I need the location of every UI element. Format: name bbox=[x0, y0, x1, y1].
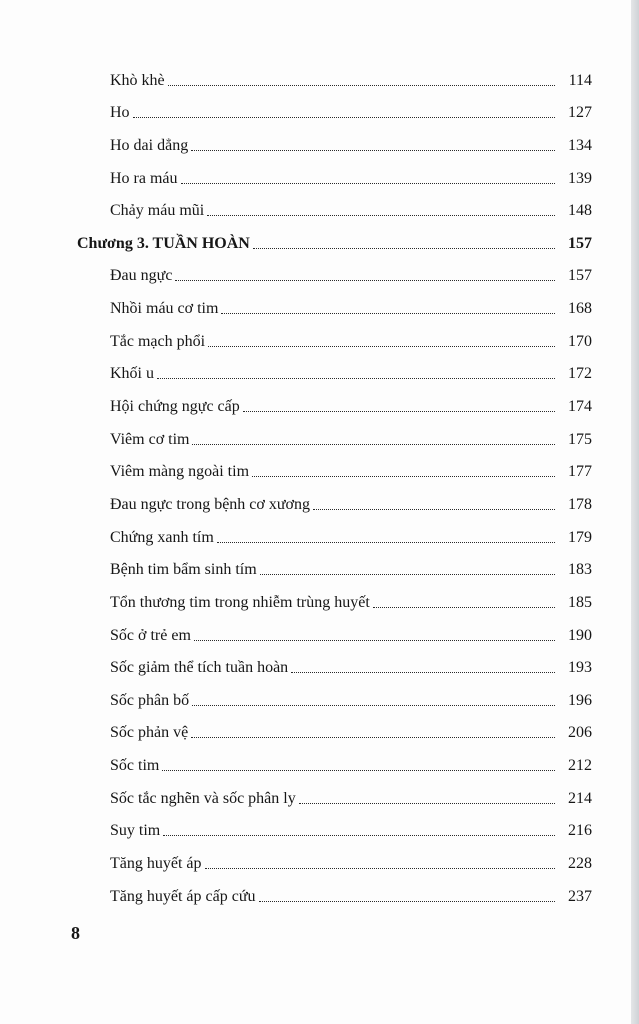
toc-entry-page: 148 bbox=[568, 202, 592, 220]
toc-entry bbox=[0, 743, 631, 776]
toc-entry-page: 212 bbox=[568, 757, 592, 775]
toc-entry bbox=[0, 580, 631, 613]
toc-entry-title: Viêm màng ngoài tim bbox=[110, 463, 250, 481]
toc-entry-page: 190 bbox=[568, 626, 592, 644]
toc-entry bbox=[0, 450, 631, 483]
dot-leader bbox=[291, 672, 555, 673]
toc-entry-title: Sốc tim bbox=[110, 757, 160, 775]
toc-entry-page: 134 bbox=[568, 136, 592, 154]
toc-entry-page: 237 bbox=[568, 887, 592, 905]
toc-entry-page: 174 bbox=[568, 398, 592, 416]
dot-leader bbox=[157, 378, 555, 379]
toc-entry-title: Chứng xanh tím bbox=[110, 528, 214, 546]
toc-entry-page: 214 bbox=[568, 789, 592, 807]
toc-entry bbox=[0, 417, 631, 450]
dot-leader bbox=[192, 444, 555, 445]
toc-entry-page: 228 bbox=[568, 855, 592, 873]
toc-entry-title: Tăng huyết áp bbox=[110, 855, 202, 873]
dot-leader bbox=[175, 280, 555, 281]
page-edge bbox=[631, 0, 639, 1024]
dot-leader bbox=[207, 215, 555, 216]
toc-entry bbox=[0, 646, 631, 679]
toc-entry bbox=[0, 776, 631, 809]
dot-leader bbox=[191, 737, 555, 738]
dot-leader bbox=[205, 868, 555, 869]
toc-entry-title: Nhồi máu cơ tim bbox=[110, 300, 219, 318]
dot-leader bbox=[163, 835, 555, 836]
toc-entry-page: 127 bbox=[568, 104, 592, 122]
toc-entry bbox=[0, 254, 631, 287]
toc-entry bbox=[0, 548, 631, 581]
toc-entry-page: 193 bbox=[568, 659, 592, 677]
toc-entry-page: 175 bbox=[568, 430, 592, 448]
dot-leader bbox=[181, 183, 555, 184]
toc-entry-title: Sốc giảm thể tích tuần hoàn bbox=[110, 659, 289, 677]
dot-leader bbox=[194, 640, 555, 641]
dot-leader bbox=[168, 85, 555, 86]
toc-entry bbox=[0, 809, 631, 842]
dot-leader bbox=[252, 476, 555, 477]
dot-leader bbox=[217, 542, 555, 543]
toc-entry-title: Đau ngực bbox=[110, 267, 173, 285]
toc-entry-page: 177 bbox=[568, 463, 592, 481]
dot-leader bbox=[313, 509, 555, 510]
toc-entry bbox=[0, 319, 631, 352]
toc-entry-title: Sốc phân bố bbox=[110, 691, 190, 709]
toc-entry-title: Viêm cơ tim bbox=[110, 430, 190, 448]
dot-leader bbox=[133, 117, 555, 118]
toc-entry bbox=[0, 711, 631, 744]
toc-entry-page: 139 bbox=[568, 169, 592, 187]
toc-entry-title: Sốc ở trẻ em bbox=[110, 626, 191, 644]
toc-entry bbox=[0, 189, 631, 222]
dot-leader bbox=[192, 705, 555, 706]
toc-entry-title: Bệnh tim bẩm sinh tím bbox=[110, 561, 257, 579]
toc-entry bbox=[0, 841, 631, 874]
toc-entry-page: 168 bbox=[568, 300, 592, 318]
toc-entry bbox=[0, 384, 631, 417]
dot-leader bbox=[191, 150, 555, 151]
page-number: 8 bbox=[71, 923, 80, 943]
toc-entry-page: 157 bbox=[568, 234, 592, 252]
toc-entry-page: 206 bbox=[568, 724, 592, 742]
toc-entry-title: Ho dai dẳng bbox=[110, 136, 189, 154]
toc-entry-page: 183 bbox=[568, 561, 592, 579]
dot-leader bbox=[259, 901, 556, 902]
dot-leader bbox=[243, 411, 555, 412]
toc-entry-title: Chảy máu mũi bbox=[110, 202, 205, 220]
toc-entry bbox=[0, 515, 631, 548]
dot-leader bbox=[221, 313, 555, 314]
dot-leader bbox=[253, 248, 555, 249]
toc-entry-page: 170 bbox=[568, 332, 592, 350]
toc-entry-page: 178 bbox=[568, 495, 592, 513]
dot-leader bbox=[299, 803, 555, 804]
toc-entry-title: Đau ngực trong bệnh cơ xương bbox=[110, 495, 310, 513]
toc-entry-title: Hội chứng ngực cấp bbox=[110, 398, 240, 416]
toc-entry-title: Ho bbox=[110, 104, 130, 122]
dot-leader bbox=[208, 346, 555, 347]
toc-entry bbox=[0, 613, 631, 646]
toc-entry-title: Tăng huyết áp cấp cứu bbox=[110, 887, 256, 905]
dot-leader bbox=[373, 607, 555, 608]
toc-entry bbox=[0, 678, 631, 711]
toc-entry bbox=[0, 286, 631, 319]
toc-entry-page: 216 bbox=[568, 822, 592, 840]
toc-entry bbox=[0, 874, 631, 907]
toc-entry-title: Sốc phản vệ bbox=[110, 724, 189, 742]
toc-entry bbox=[0, 91, 631, 124]
table-of-contents bbox=[0, 58, 631, 907]
toc-entry-title: Khối u bbox=[110, 365, 154, 383]
toc-entry-page: 185 bbox=[568, 593, 592, 611]
toc-entry-title: Tổn thương tim trong nhiễm trùng huyết bbox=[110, 593, 370, 611]
toc-entry-title: Ho ra máu bbox=[110, 169, 178, 187]
toc-entry-page: 157 bbox=[568, 267, 592, 285]
toc-entry-title: Chương 3. TUẦN HOÀN bbox=[77, 234, 250, 252]
toc-entry-title: Suy tim bbox=[110, 822, 161, 840]
toc-chapter-entry bbox=[0, 221, 631, 254]
toc-entry bbox=[0, 352, 631, 385]
dot-leader bbox=[260, 574, 555, 575]
dot-leader bbox=[162, 770, 555, 771]
toc-entry bbox=[0, 58, 631, 91]
toc-entry bbox=[0, 482, 631, 515]
toc-entry bbox=[0, 123, 631, 156]
toc-entry bbox=[0, 156, 631, 189]
toc-entry-title: Tắc mạch phổi bbox=[110, 332, 206, 350]
toc-entry-page: 114 bbox=[568, 71, 592, 89]
toc-entry-page: 172 bbox=[568, 365, 592, 383]
toc-entry-page: 196 bbox=[568, 691, 592, 709]
toc-entry-title: Sốc tắc nghẽn và sốc phân ly bbox=[110, 789, 296, 807]
toc-entry-page: 179 bbox=[568, 528, 592, 546]
toc-entry-title: Khò khè bbox=[110, 71, 165, 89]
